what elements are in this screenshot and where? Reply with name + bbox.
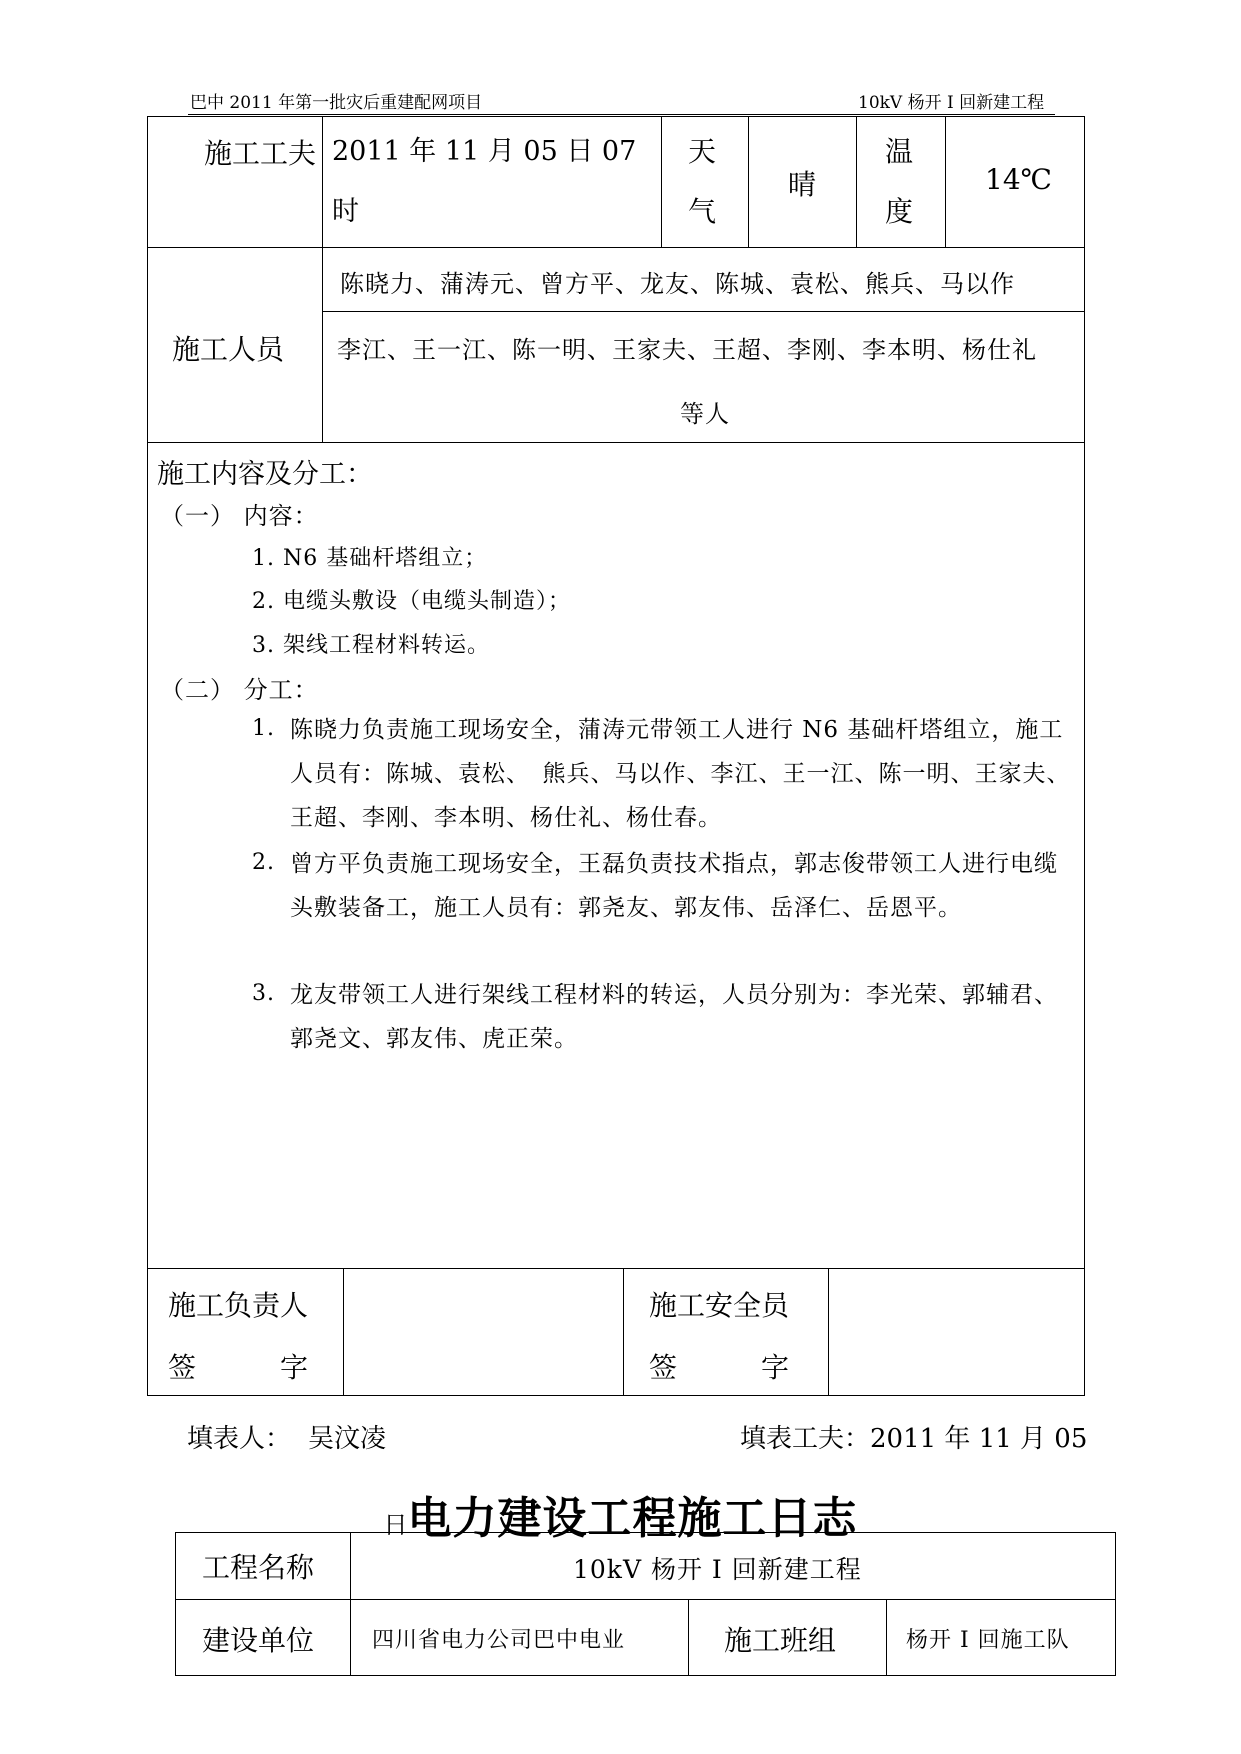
header-left: 巴中 2011 年第一批灾后重建配网项目 (190, 93, 483, 113)
safety-sign-label: 签 字 (649, 1351, 790, 1384)
team-value: 杨开 I 回施工队 (906, 1628, 1070, 1653)
workers-line-2: 李江、王一江、陈一明、王家夫、王超、李刚、李本明、杨仕礼 (337, 336, 1037, 364)
assignment-1-text: 陈晓力负责施工现场安全，蒲涛元带领工人进行 N6 基础杆塔组立，施工人员有：陈城、袁松、 熊兵、马以作、李江、王一江、陈一明、王家夫、王超、李刚、李本明、杨仕礼、杨仕春。 (290, 717, 1071, 831)
filler-label: 填表人： (187, 1424, 292, 1454)
title-prefix: 日 (383, 1511, 408, 1539)
assignment-3-num: 3. (252, 981, 275, 1006)
construction-unit-value: 四川省电力公司巴中电业 (372, 1628, 626, 1653)
weather-label: 天气 (688, 135, 717, 228)
header-right: 10kV 杨开 I 回新建工程 (858, 93, 1045, 113)
workers-label: 施工人员 (172, 333, 285, 366)
content-item-1: 1. N6 基础杆塔组立； (252, 546, 488, 571)
content-item-2: 2. 电缆头敷设（电缆头制造）； (252, 589, 571, 614)
worktime-label: 施工工夫 (204, 137, 317, 170)
project-name-label: 工程名称 (202, 1551, 315, 1584)
workers-line-1: 陈晓力、蒲涛元、曾方平、龙友、陈城、袁松、熊兵、马以作 (340, 270, 1015, 298)
header-rule (188, 114, 1055, 115)
safety-label: 施工安全员 (649, 1289, 790, 1322)
title-main: 电力建设工程施工日志 (407, 1493, 858, 1544)
workers-line-3: 等人 (680, 400, 730, 428)
filler-name: 吴汶凌 (308, 1424, 387, 1454)
assignment-2-num: 2. (252, 850, 275, 875)
leader-sign-label: 签 字 (168, 1351, 309, 1384)
team-label: 施工班组 (724, 1624, 837, 1657)
project-name-value: 10kV 杨开 I 回新建工程 (573, 1555, 862, 1584)
content-title: 施工内容及分工： (157, 459, 373, 490)
section-1-heading: （一） 内容： (160, 502, 319, 530)
assignment-1-num: 1. (252, 716, 275, 741)
temp-value: 14℃ (985, 163, 1052, 196)
construction-unit-label: 建设单位 (202, 1624, 315, 1657)
safety-signature-field[interactable] (831, 1271, 1082, 1393)
section-2-heading: （二） 分工： (160, 676, 319, 704)
worktime-value: 2011 年 11 月 05 日 07 时 (332, 136, 637, 227)
weather-value: 晴 (788, 168, 817, 201)
fill-date: 填表工夫：2011 年 11 月 05 (740, 1424, 1088, 1454)
leader-signature-field[interactable] (346, 1271, 620, 1393)
assignment-2-text: 曾方平负责施工现场安全，王磊负责技术指点，郭志俊带领工人进行电缆头敷装备工，施工人员有：郭尧友、郭友伟、岳泽仁、岳恩平。 (290, 851, 1058, 921)
leader-label: 施工负责人 (168, 1289, 309, 1322)
assignment-3-text: 龙友带领工人进行架线工程材料的转运，人员分别为：李光荣、郭辅君、郭尧文、郭友伟、虎正荣。 (290, 982, 1058, 1052)
content-item-3: 3. 架线工程材料转运。 (252, 633, 490, 658)
temp-label: 温度 (885, 135, 914, 228)
